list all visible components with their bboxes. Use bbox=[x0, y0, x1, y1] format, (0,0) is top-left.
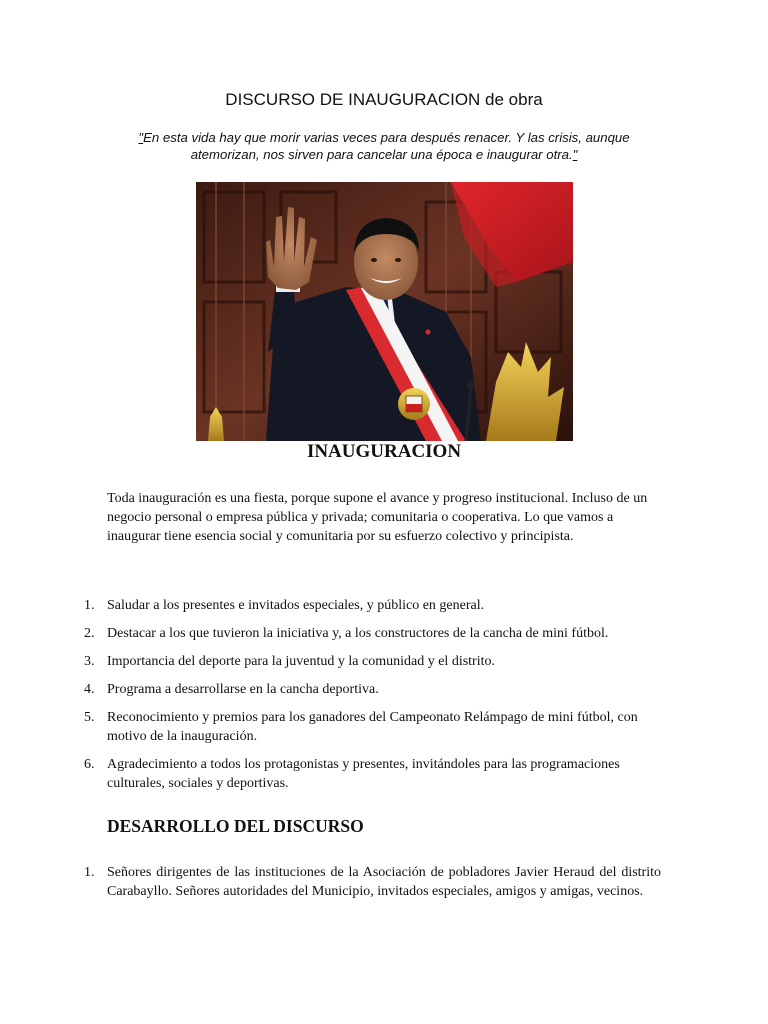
epigraph-quote bbox=[120, 129, 648, 163]
list-item-number: 5. bbox=[84, 710, 95, 725]
document-title: DISCURSO DE INAUGURACION de obra bbox=[225, 90, 543, 109]
list-item bbox=[84, 680, 664, 699]
list-item bbox=[84, 708, 664, 746]
list-item bbox=[84, 624, 664, 643]
list-item bbox=[84, 652, 664, 671]
list-item bbox=[84, 863, 661, 901]
list-item-number: 4. bbox=[84, 682, 95, 697]
program-list bbox=[84, 596, 664, 793]
quote-line-1: En esta vida hay que morir varias veces para después renacer. Y las crisis, aunque bbox=[143, 130, 630, 145]
quote-open-mark: " bbox=[138, 130, 144, 145]
list-item bbox=[84, 596, 664, 615]
list-item-number: 1. bbox=[84, 598, 95, 613]
quote-line-2: atemorizan, nos sirven para cancelar una época e inaugurar otra. bbox=[190, 147, 573, 162]
list-item bbox=[84, 755, 664, 793]
quote-close-mark: " bbox=[572, 147, 578, 162]
list-item-number: 2. bbox=[84, 626, 95, 641]
development-list bbox=[84, 863, 661, 901]
list-item-text: Señores dirigentes de las instituciones de la Asociación de pobladores Javier Heraud del distrito Carabayllo. Señores autoridades del Municipio, invitados especiales, amigos y amigas, vecinos. bbox=[107, 865, 661, 899]
development-title: DESARROLLO DEL DISCURSO bbox=[107, 816, 364, 836]
list-item-text: Programa a desarrollarse en la cancha deportiva. bbox=[107, 682, 379, 697]
intro-text: Toda inauguración es una fiesta, porque supone el avance y progreso institucional. Incluso de un negocio personal o empresa pública y privada; comunitaria o cooperativa. Lo que vamos a inaugurar tiene esencia social y comunitaria por su esfuerzo colectivo y principista. bbox=[107, 491, 648, 544]
list-item-text: Reconocimiento y premios para los ganadores del Campeonato Relámpago de mini fútbol, con motivo de la inauguración. bbox=[107, 710, 638, 744]
president-photo bbox=[196, 182, 573, 441]
list-item-number: 3. bbox=[84, 654, 95, 669]
list-item-number: 6. bbox=[84, 757, 95, 772]
section-title-inauguracion: INAUGURACION bbox=[306, 441, 462, 462]
list-item-text: Agradecimiento a todos los protagonistas y presentes, invitándoles para las programaciones culturales, sociales y deportivas. bbox=[107, 757, 620, 791]
list-item-text: Saludar a los presentes e invitados especiales, y público en general. bbox=[107, 598, 485, 613]
intro-paragraph bbox=[107, 489, 663, 546]
list-item-text: Destacar a los que tuvieron la iniciativa y, a los constructores de la cancha de mini fútbol. bbox=[107, 626, 609, 641]
list-item-text: Importancia del deporte para la juventud y la comunidad y el distrito. bbox=[107, 654, 495, 669]
list-item-number: 1. bbox=[84, 865, 95, 880]
